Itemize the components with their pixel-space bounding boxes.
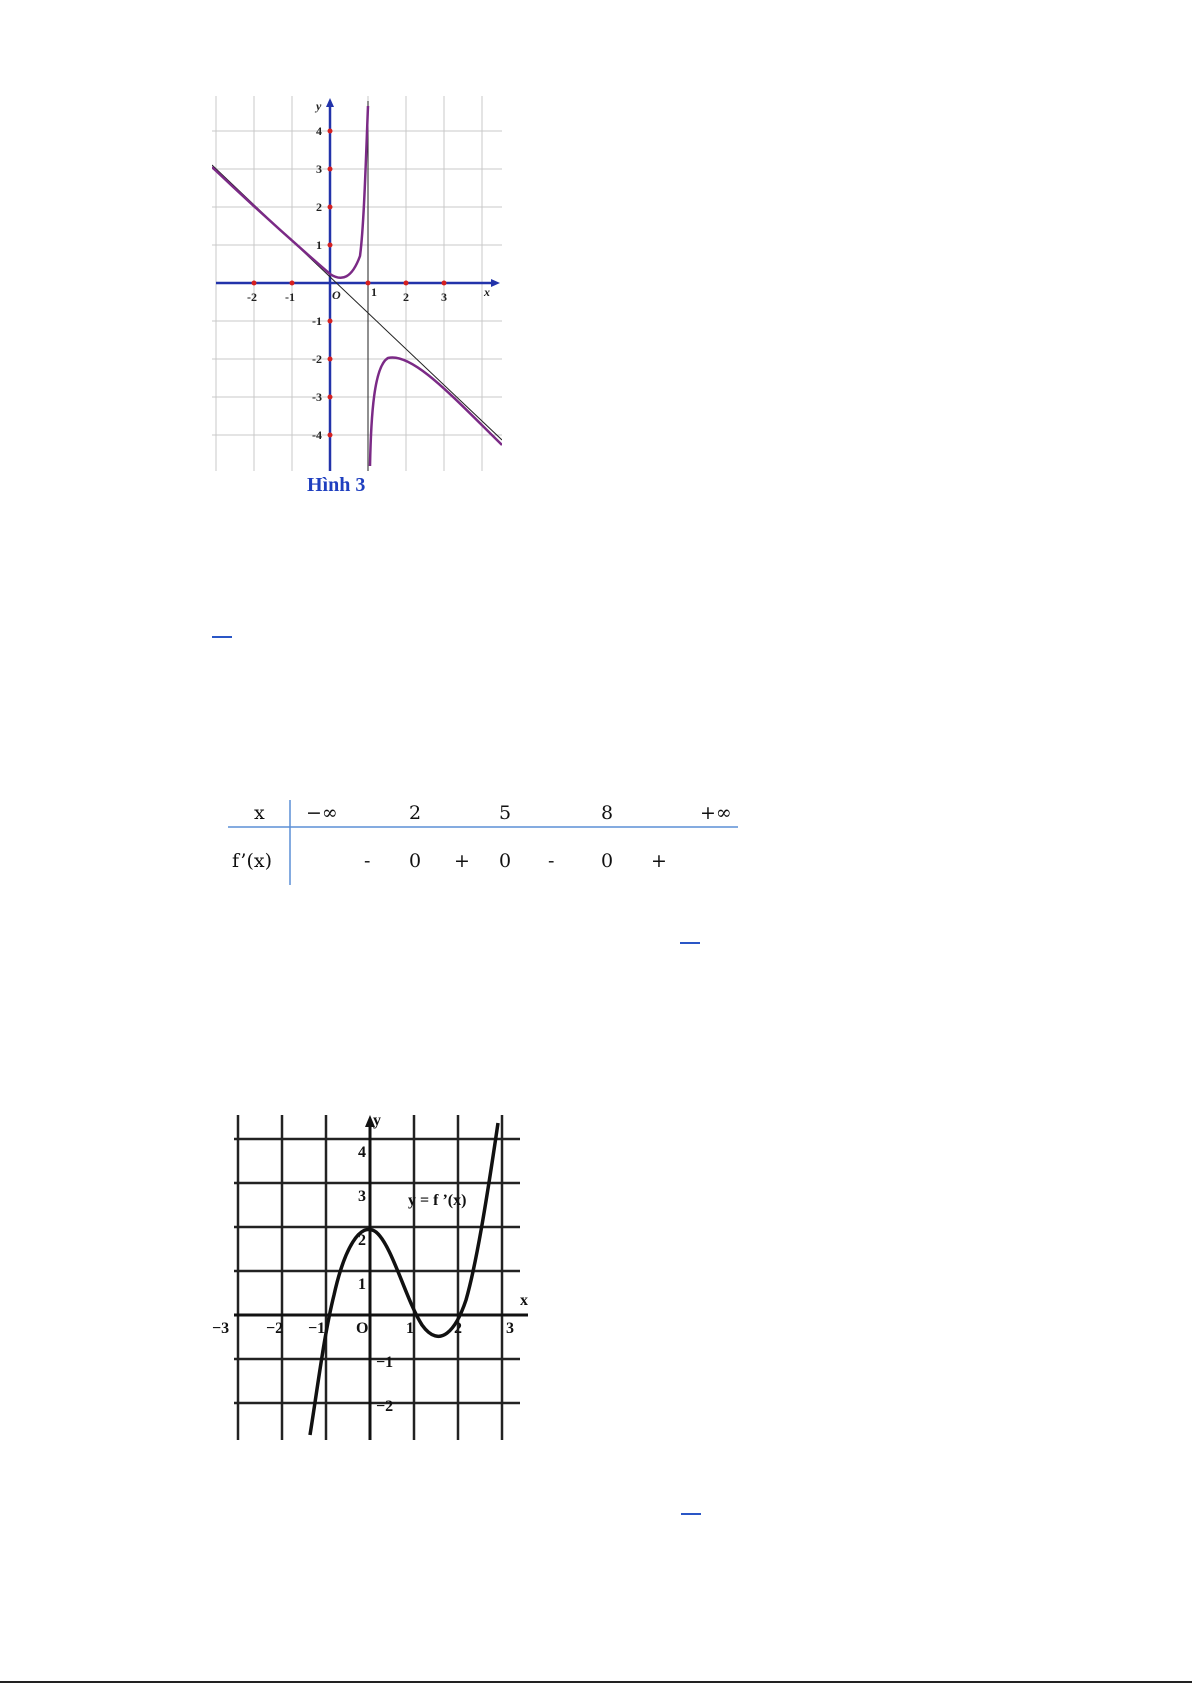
grid: [234, 1115, 520, 1440]
y-tick-label: −2: [376, 1398, 394, 1415]
x-value: −∞: [306, 802, 338, 824]
sign: +: [454, 850, 470, 872]
x-tick-label: 3: [441, 290, 447, 304]
answer-link[interactable]: [212, 636, 232, 638]
y-tick-label: -1: [312, 314, 322, 328]
origin-label: O: [356, 1320, 369, 1337]
y-tick-label: −1: [376, 1354, 394, 1371]
sign: -: [364, 850, 371, 872]
y-tick-label: 4: [358, 1144, 366, 1161]
origin-label: O: [332, 288, 341, 302]
x-tick-label: 1: [371, 285, 377, 299]
y-tick-label: -4: [312, 428, 322, 442]
x-value: +∞: [700, 802, 732, 824]
y-axis-label: y: [316, 99, 322, 113]
y-arrow-icon: [326, 98, 334, 107]
x-tick-label: −2: [266, 1320, 284, 1337]
x-tick-label: 2: [454, 1320, 462, 1337]
y-tick-label: -2: [312, 352, 322, 366]
figure-hinh-3: [212, 96, 502, 496]
x-tick-label: 3: [506, 1320, 514, 1337]
y-tick-label: 3: [358, 1188, 366, 1205]
x-tick-label: -2: [247, 290, 257, 304]
derivative-curve: [310, 1123, 498, 1435]
y-tick-label: 2: [358, 1232, 366, 1249]
graph-hinh-3: [212, 96, 502, 471]
sign: 0: [601, 850, 614, 872]
curve-label: y = f ’(x): [408, 1192, 467, 1209]
sign: 0: [499, 850, 512, 872]
sign: 0: [409, 850, 422, 872]
x-tick-label: −1: [308, 1320, 326, 1337]
sign: -: [548, 850, 555, 872]
figure-derivative-graph: [210, 1115, 540, 1440]
page-footer-rule: [0, 1681, 1192, 1683]
table-header-x: x: [254, 802, 265, 824]
x-tick-label: −3: [212, 1320, 230, 1337]
sign-table: [228, 800, 738, 890]
answer-link[interactable]: [681, 1513, 701, 1515]
x-tick-label: -1: [285, 290, 295, 304]
x-tick-label: 2: [403, 290, 409, 304]
curve-left-branch: [212, 106, 368, 278]
sign: +: [651, 850, 667, 872]
x-value: 2: [409, 802, 422, 824]
y-axis-label: y: [373, 1115, 381, 1129]
x-axis-label: x: [484, 285, 490, 299]
graph-derivative: [210, 1115, 540, 1440]
x-arrow-icon: [491, 279, 500, 287]
y-tick-label: 4: [316, 124, 322, 138]
y-tick-label: 1: [316, 238, 322, 252]
figure-caption: Hình 3: [307, 474, 366, 496]
y-tick-label: -3: [312, 390, 322, 404]
x-value: 8: [601, 802, 614, 824]
table-row-label: f’(x): [232, 850, 273, 872]
y-tick-label: 3: [316, 162, 322, 176]
x-axis-label: x: [520, 1292, 528, 1309]
x-value: 5: [499, 802, 512, 824]
answer-link[interactable]: [680, 942, 700, 944]
x-tick-label: 1: [406, 1320, 414, 1337]
y-tick-label: 2: [316, 200, 322, 214]
y-tick-label: 1: [358, 1276, 366, 1293]
